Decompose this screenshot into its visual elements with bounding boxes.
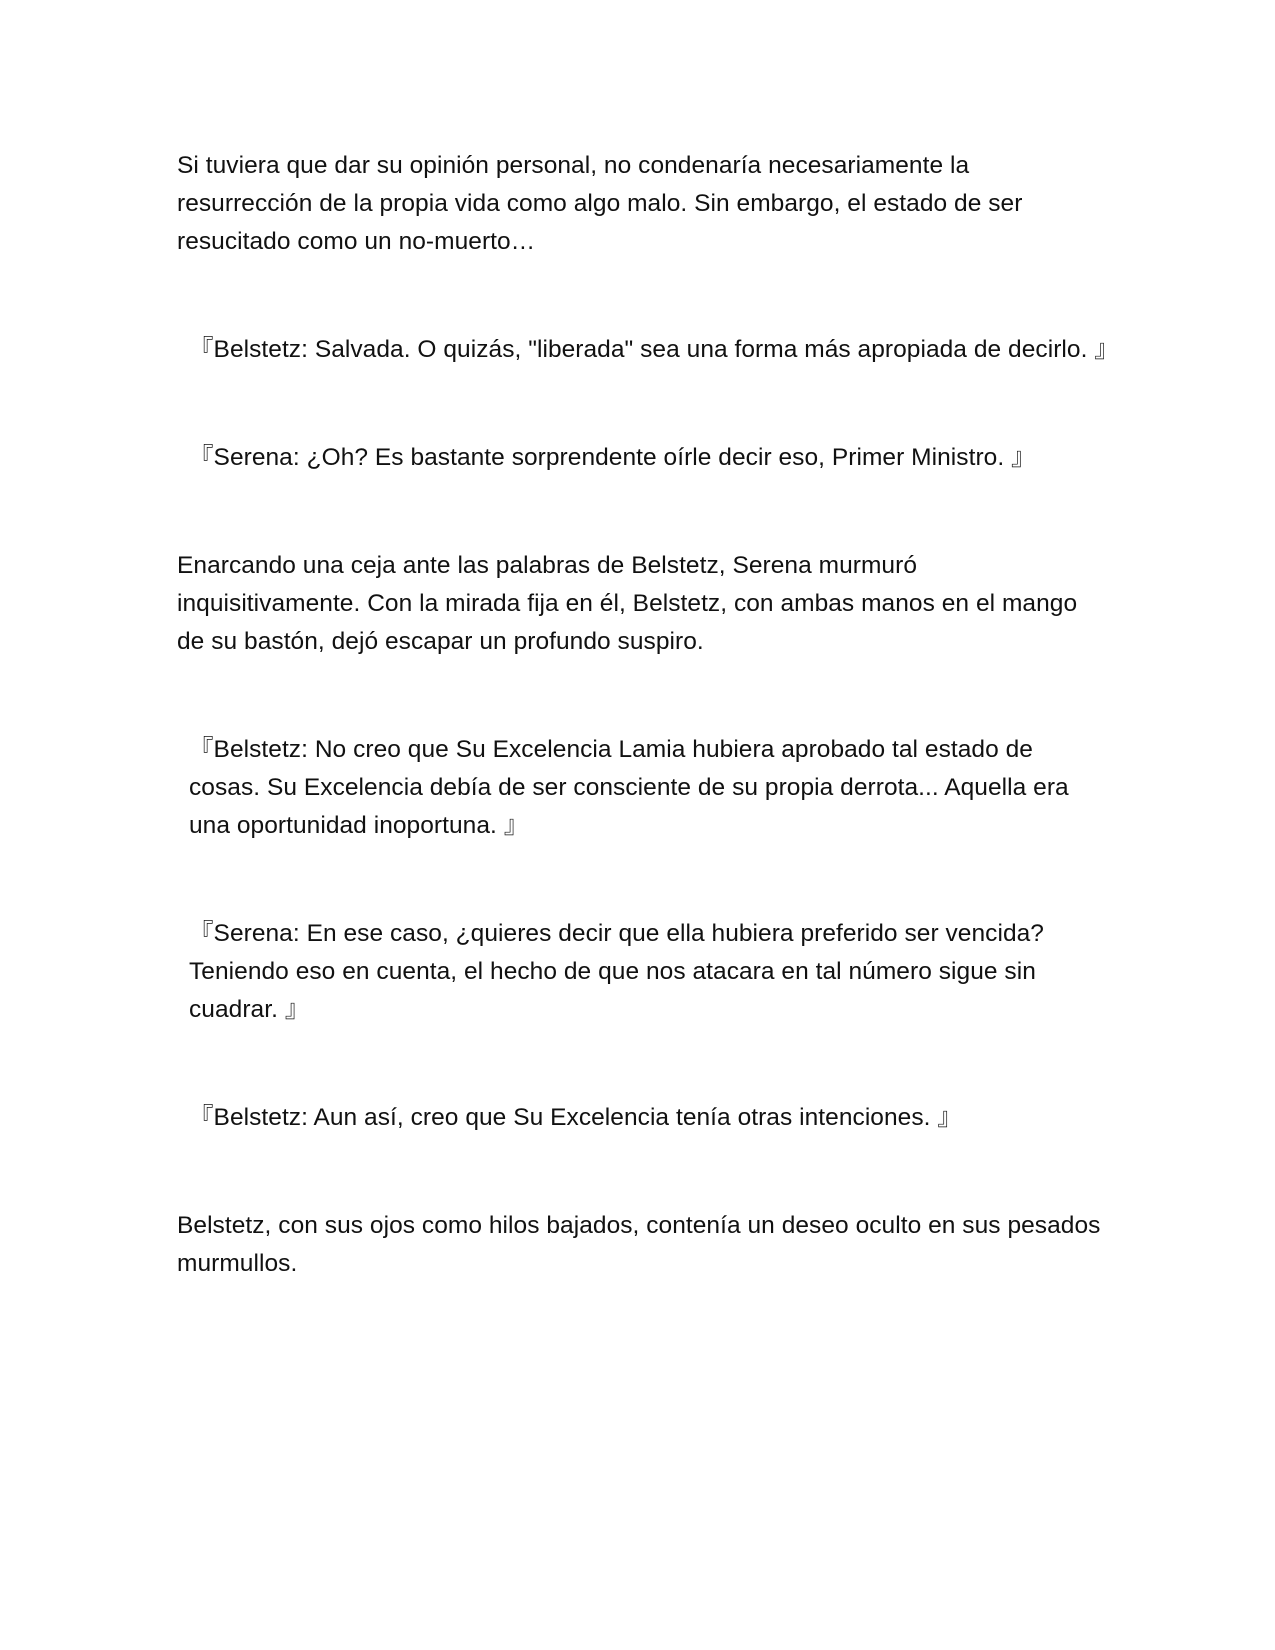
document-body [177,147,1119,1283]
narration-paragraph: Si tuviera que dar su opinión personal, no condenaría necesariamente la resurrección de la propia vida como algo malo. Sin embargo, el estado de ser resucitado como un no-muerto… [177,152,1023,255]
narration-paragraph: Belstetz, con sus ojos como hilos bajados, contenía un deseo oculto en sus pesados murmullos. [177,1212,1101,1277]
dialogue-line: 『Belstetz: Aun así, creo que Su Excelencia tenía otras intenciones. 』 [189,1104,962,1131]
narration-paragraph: Enarcando una ceja ante las palabras de Belstetz, Serena murmuró inquisitivamente. Con la mirada fija en él, Belstetz, con ambas manos en el mango de su bastón, dejó escapar un profundo suspiro. [177,552,1078,655]
dialogue-line: 『Belstetz: No creo que Su Excelencia Lamia hubiera aprobado tal estado de cosas. Su Excelencia debía de ser consciente de su propia derrota... Aquella era una oportunidad inoportuna. 』 [189,736,1069,839]
dialogue-line: 『Belstetz: Salvada. O quizás, "liberada" sea una forma más apropiada de decirlo. 』 [189,336,1119,363]
dialogue-line: 『Serena: ¿Oh? Es bastante sorprendente oírle decir eso, Primer Ministro. 』 [189,444,1036,471]
dialogue-line: 『Serena: En ese caso, ¿quieres decir que ella hubiera preferido ser vencida? Teniendo eso en cuenta, el hecho de que nos atacara en tal número sigue sin cuadrar. 』 [189,920,1044,1023]
